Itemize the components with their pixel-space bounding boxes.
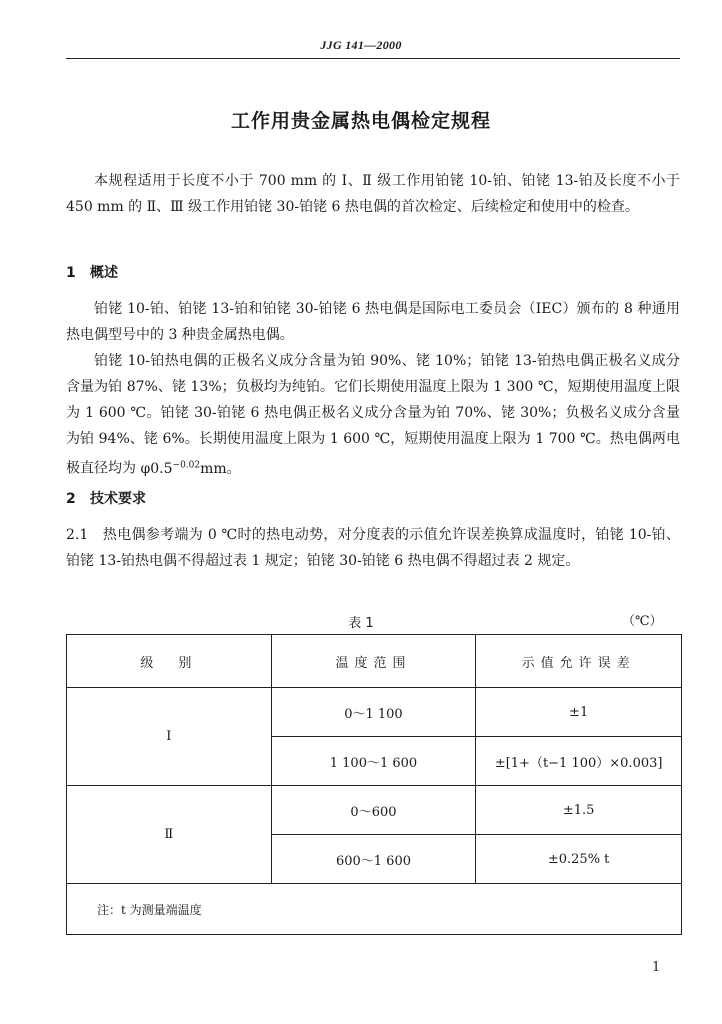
error-cell: ±1.5 [476, 786, 682, 835]
standard-code-header: JJG 141—2000 [320, 38, 402, 52]
table-header-row [67, 635, 682, 688]
section-1-title: 概述 [90, 265, 118, 281]
range-cell: 0～1 100 [271, 688, 476, 737]
intro-line-1: 本规程适用于长度不小于 700 mm 的 Ⅰ、Ⅱ 级工作用铂铑 10-铂、铂铑 13-铂及长度 [94, 173, 637, 189]
diameter-unit: mm。 [200, 460, 241, 477]
section-1-paragraph-2-text: 铂铑 10-铂热电偶的正极名义成分含量为铂 90%、铑 10%；铂铑 13-铂热电偶正极名义成分含量为铂 87%、铑 13%；负极均为纯铂。它们长期使用温度上限为 1 300 ℃，短期使用温度上限为 1 600 ℃。铂铑 30-铂铑 6 热电偶正极名义成分含量为铂 70%、铑 30%；负极名义成分含量为铂 94%、铑 6%。长期使用温度上限为 1 600 ℃，短期使用温度上限为 1 700 ℃。热电偶两电极直径均为 [66, 353, 680, 477]
section-2-number: 2 [66, 491, 76, 507]
error-cell: ±[1+（t−1 100）×0.003] [476, 737, 682, 786]
electrode-diameter [140, 461, 240, 477]
grade-cell: Ⅱ [67, 786, 272, 884]
section-1-number: 1 [66, 265, 76, 281]
error-cell: ±1 [476, 688, 682, 737]
range-cell: 1 100～1 600 [271, 737, 476, 786]
section-2-heading [66, 488, 146, 508]
header-temperature-range: 温度范围 [271, 635, 476, 688]
table-1 [66, 634, 682, 935]
table-row [67, 786, 682, 835]
document-title: 工作用贵金属热电偶检定规程 [230, 110, 491, 132]
intro-line-3: 中的检查。 [568, 199, 639, 215]
section-1-paragraph-2 [66, 348, 680, 482]
grade-cell: Ⅰ [67, 688, 272, 786]
header-grade: 级 别 [67, 635, 272, 688]
diameter-tolerance: −0.02 [172, 460, 201, 470]
table-note: 注：t 为测量端温度 [67, 884, 682, 935]
table-note-row [67, 884, 682, 935]
section-1-heading [66, 262, 118, 282]
diameter-value: φ0.5 [140, 460, 173, 477]
table-row [67, 688, 682, 737]
intro-line-2: 不小于 450 mm 的 Ⅱ、Ⅲ 级工作用铂铑 30-铂铑 6 热电偶的首次检定、后续检定和使用 [66, 173, 681, 215]
page-number: 1 [652, 960, 661, 975]
section-2-1-paragraph: 2.1 热电偶参考端为 0 ℃时的热电动势，对分度表的示值允许误差换算成温度时，铂铑 10-铂、铂铑 13-铂热电偶不得超过表 1 规定；铂铑 30-铂铑 6 热电偶不得超过表 2 规定。 [66, 527, 680, 569]
header-allowable-error: 示值允许误差 [476, 635, 682, 688]
section-2-title: 技术要求 [90, 491, 146, 507]
range-cell: 0～600 [271, 786, 476, 835]
table-1-unit: （℃） [622, 614, 663, 629]
section-1-paragraph-1: 铂铑 10-铂、铂铑 13-铂和铂铑 30-铂铑 6 热电偶是国际电工委员会（IEC）颁布的 8 种通用热电偶型号中的 3 种贵金属热电偶。 [66, 301, 680, 343]
range-cell: 600～1 600 [271, 835, 476, 884]
table-1-caption: 表 1 [348, 616, 374, 631]
header-divider [66, 58, 680, 59]
intro-paragraph [66, 168, 680, 220]
error-cell: ±0.25% t [476, 835, 682, 884]
